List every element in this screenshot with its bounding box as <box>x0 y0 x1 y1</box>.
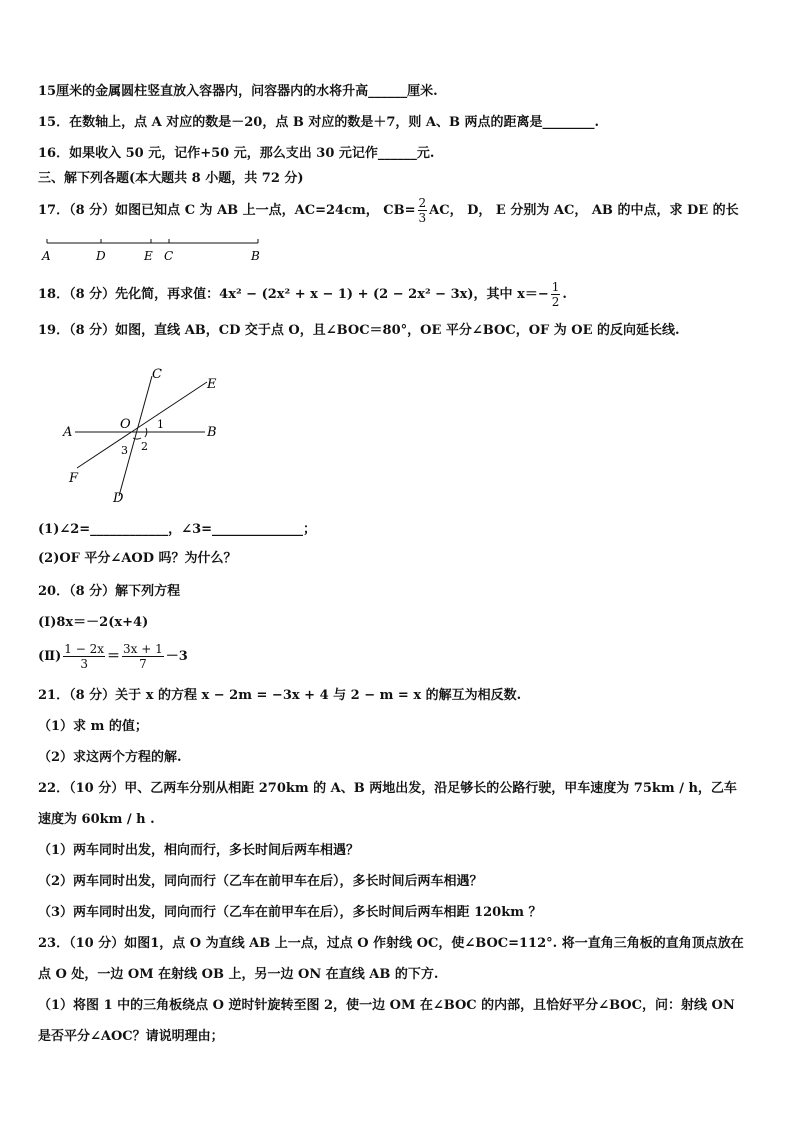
fraction-numerator: 3x + 1 <box>123 642 163 656</box>
angle-1-label: 1 <box>157 418 164 431</box>
question-16: 16．如果收入 50 元，记作+50 元，那么支出 30 元记作______元. <box>38 146 435 161</box>
fraction-1-2 <box>551 280 561 309</box>
question-15: 15．在数轴上，点 A 对应的数是－20，点 B 对应的数是＋7，则 A、B 两点的距离是________. <box>38 115 600 130</box>
fraction-numerator: 1 <box>551 280 560 294</box>
fraction-denominator: 3 <box>80 657 88 671</box>
label-c: C <box>164 249 174 263</box>
question-23-part-1-continued: 是否平分∠AOC？请说明理由； <box>38 1029 224 1044</box>
line-q14-continued: 15厘米的金属圆柱竖直放入容器内，问容器内的水将升高______厘米. <box>38 84 438 99</box>
question-20-part-2 <box>38 641 188 673</box>
angle-2-label: 2 <box>141 440 148 453</box>
figure-19 <box>55 362 235 510</box>
question-19-part-2: (2)OF 平分∠AOD 吗？为什么？ <box>38 551 237 566</box>
fraction-denominator: 7 <box>139 657 147 671</box>
question-21-part-2: （2）求这两个方程的解. <box>38 750 182 765</box>
question-22-continued: 速度为 60km / h . <box>38 812 155 827</box>
question-17-text-b: AC， D， E 分别为 AC， AB 的中点，求 DE 的长 <box>429 203 739 218</box>
question-21-part-1: （1）求 m 的值； <box>38 719 148 734</box>
fraction-denominator: 3 <box>418 211 427 225</box>
equals-sign: ＝ <box>107 649 121 664</box>
question-23: 23．（10 分）如图1，点 O 为直线 AB 上一点，过点 O 作射线 OC，使∠BOC=112°. 将一直角三角板的直角顶点放在 <box>38 936 744 951</box>
label-e: E <box>144 249 153 263</box>
question-19: 19．（8 分）如图，直线 AB，CD 交于点 O，且∠BOC＝80°，OE 平分∠BOC，OF 为 OE 的反向延长线. <box>38 323 680 338</box>
part-2-label: (Ⅱ) <box>38 649 62 664</box>
fraction-numerator: 2 <box>418 196 427 210</box>
question-22: 22．（10 分）甲、乙两车分别从相距 270km 的 A、B 两地出发，沿足够长的公路行驶，甲车速度为 75km / h，乙车 <box>38 781 737 796</box>
line-ef <box>77 382 207 468</box>
question-20: 20．（8 分）解下列方程 <box>38 584 181 599</box>
label-d: D <box>96 249 106 263</box>
question-19-part-1: (1)∠2=____________，∠3=______________； <box>38 522 317 537</box>
question-21: 21．（8 分）关于 x 的方程 x − 2m = −3x + 4 与 2 − m = x 的解互为相反数. <box>38 688 522 703</box>
fraction-denominator: 2 <box>551 295 560 309</box>
label-f: F <box>69 471 79 486</box>
fraction-1-minus-2x-over-3 <box>63 642 105 671</box>
question-18-text-a: 18．（8 分）先化简，再求值：4x² − (2x² + x − 1) + (2 − 2x² − 3x)，其中 x＝− <box>38 287 549 302</box>
section-3-heading: 三、解下列各题(本大题共 8 小题，共 72 分) <box>38 171 304 186</box>
question-22-part-2: （2）两车同时出发，同向而行（乙车在前甲车在后），多长时间后两车相遇？ <box>38 874 483 889</box>
question-18 <box>38 280 567 310</box>
label-a: A <box>42 249 51 263</box>
angle-3-label: 3 <box>121 444 128 457</box>
fraction-3x-plus-1-over-7 <box>122 642 164 671</box>
question-17 <box>38 196 739 226</box>
question-23-continued: 点 O 处，一边 OM 在射线 OB 上，另一边 ON 在直线 AB 的下方. <box>38 967 439 982</box>
question-23-part-1: （1）将图 1 中的三角板绕点 O 逆时针旋转至图 2，使一边 OM 在∠BOC 的内部，且恰好平分∠BOC，问：射线 ON <box>38 998 735 1013</box>
label-c: C <box>152 367 162 382</box>
segment-figure <box>38 232 278 266</box>
label-b: B <box>251 249 260 263</box>
question-22-part-1: （1）两车同时出发，相向而行，多长时间后两车相遇？ <box>38 843 360 858</box>
line-cd <box>119 376 152 496</box>
question-18-text-b: . <box>562 287 567 302</box>
question-22-part-3: （3）两车同时出发，同向而行（乙车在前甲车在后），多长时间后两车相距 120km ？ <box>38 905 542 920</box>
question-20-part-1: (Ⅰ)8x＝－2(x+4) <box>38 615 149 630</box>
fraction-numerator: 1 − 2x <box>64 642 104 656</box>
question-17-text-a: 17．（8 分）如图已知点 C 为 AB 上一点，AC=24cm， CB= <box>38 203 416 218</box>
label-e: E <box>207 377 217 392</box>
angle-3-arc <box>133 438 141 439</box>
label-o: O <box>120 417 131 432</box>
label-a: A <box>63 425 73 440</box>
label-b: B <box>207 425 217 440</box>
label-d: D <box>113 491 124 506</box>
fraction-2-3 <box>418 196 428 225</box>
minus-three: －3 <box>165 649 188 664</box>
